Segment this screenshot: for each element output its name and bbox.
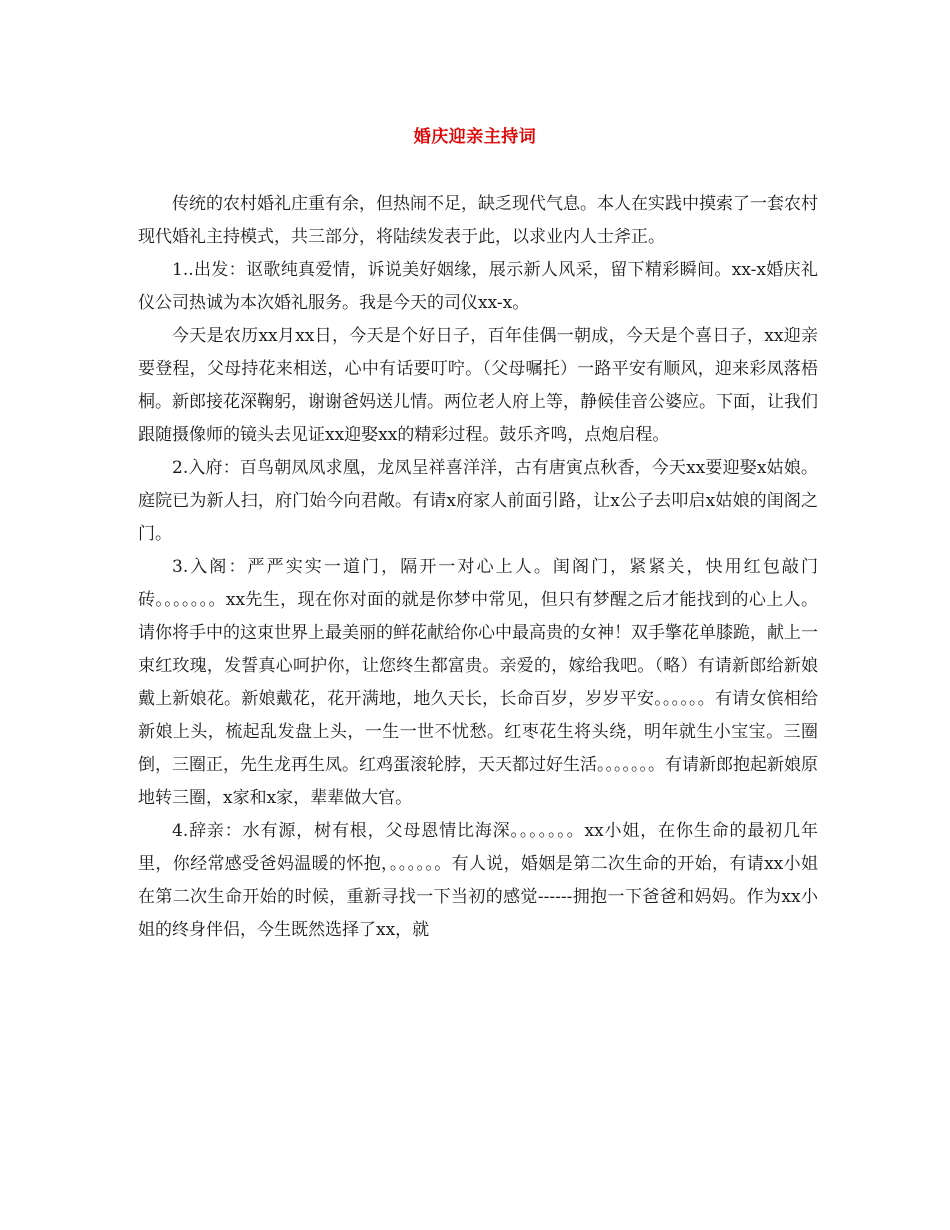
paragraph-departure: 1..出发：讴歌纯真爱情，诉说美好姻缘，展示新人风采，留下精彩瞬间。xx-x婚庆礼仪公司热诚为本次婚礼服务。我是今天的司仪xx-x。: [138, 260, 818, 313]
paragraph-farewell: 4.辞亲：水有源，树有根，父母恩情比海深。。。。。。。xx小姐，在你生命的最初几年里，你经常感受爸妈温暖的怀抱，。。。。。。有人说，婚姻是第二次生命的开始，有请xx小姐在第二次生命开始的时候，重新寻找一下当初的感觉------拥抱一下爸爸和妈妈。作为xx小姐的终身伴侣，今生既然选择了xx，就: [138, 821, 818, 940]
paragraph-enter-house: 2.入府：百鸟朝凤凤求凰，龙凤呈祥喜洋洋，古有唐寅点秋香，今天xx要迎娶x姑娘。庭院已为新人扫，府门始今向君敞。有请x府家人前面引路，让x公子去叩启x姑娘的闺阁之门。: [138, 458, 818, 544]
paragraph-intro: 传统的农村婚礼庄重有余，但热闹不足，缺乏现代气息。本人在实践中摸索了一套农村现代婚礼主持模式，共三部分，将陆续发表于此，以求业内人士斧正。: [138, 194, 818, 247]
document-title: 婚庆迎亲主持词: [413, 127, 537, 147]
paragraph-enter-chamber: 3.入阁：严严实实一道门，隔开一对心上人。闺阁门，紧紧关，快用红包敲门砖。。。。。。。xx先生，现在你对面的就是你梦中常见，但只有梦醒之后才能找到的心上人。请你将手中的这束世界上最美丽的鲜花献给你心中最高贵的女神！双手擎花单膝跪，献上一束红玫瑰，发誓真心呵护你，让您终生都富贵。亲爱的，嫁给我吧。（略）有请新郎给新娘戴上新娘花。新娘戴花，花开满地，地久天长，长命百岁，岁岁平安。。。。。。有请女傧相给新娘上头，梳起乱发盘上头，一生一世不忧愁。红枣花生将头绕，明年就生小宝宝。三圈倒，三圈正，先生龙再生凤。红鸡蛋滚轮脖，天天都过好生活。。。。。。。有请新郎抱起新娘原地转三圈，x家和x家，辈辈做大官。: [138, 557, 818, 808]
document-body: [138, 188, 818, 947]
paragraph-today: 今天是农历xx月xx日，今天是个好日子，百年佳偶一朝成，今天是个喜日子，xx迎亲要登程，父母持花来相送，心中有话要叮咛。（父母嘱托）一路平安有顺风，迎来彩凤落梧桐。新郎接花深鞠躬，谢谢爸妈送儿情。两位老人府上等，静候佳音公婆应。下面，让我们跟随摄像师的镜头去见证xx迎娶xx的精彩过程。鼓乐齐鸣，点炮启程。: [138, 326, 818, 445]
